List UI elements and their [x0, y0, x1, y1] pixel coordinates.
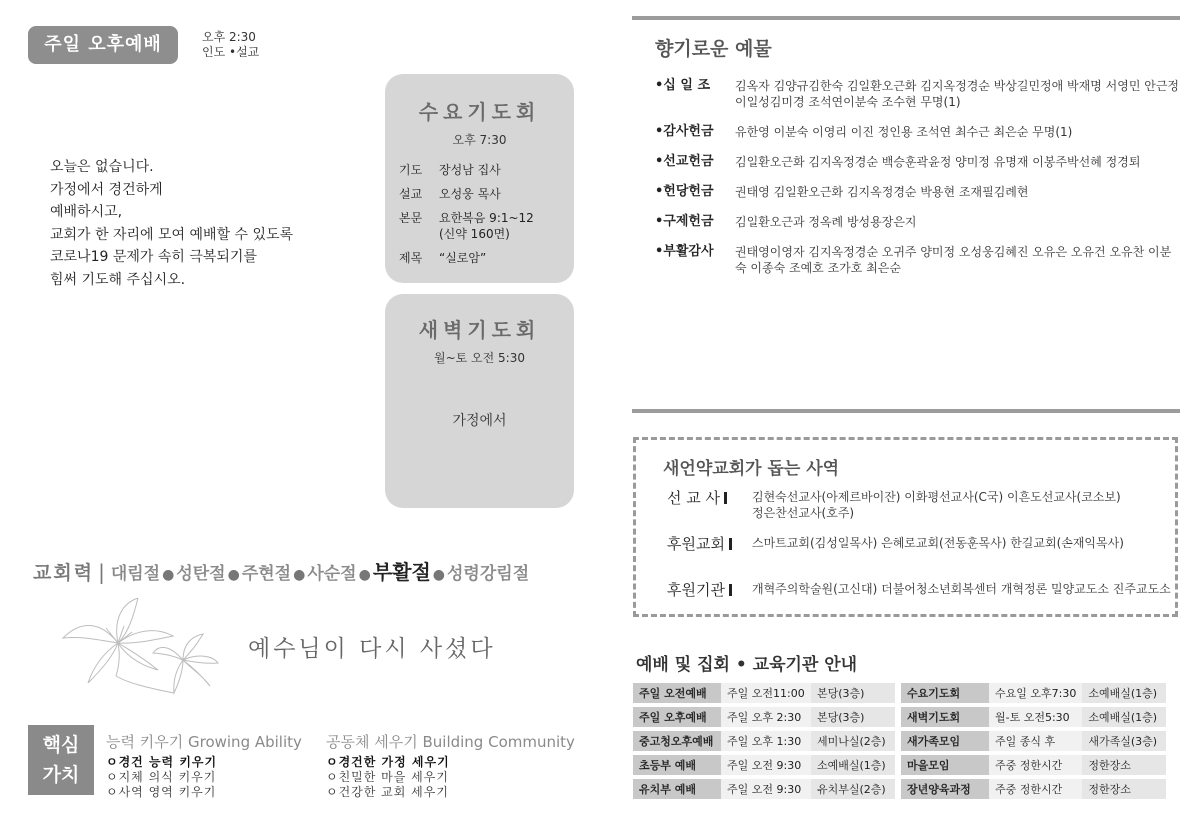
support-value-group: [752, 579, 1171, 600]
schedule-place: 새가족실(3층): [1082, 731, 1166, 751]
schedule-event-name: 마을모임: [901, 755, 989, 775]
offering-row: [655, 78, 1180, 110]
dawn-prayer-time: 월~토 오전 5:30: [434, 351, 525, 365]
core-values-label: [28, 725, 94, 795]
support-type-group: [667, 487, 752, 521]
schedule-time: 주일 오전 9:30: [721, 755, 811, 775]
schedule-place: 유치부실(2층): [811, 779, 895, 799]
sunday-pm-service-info: [202, 30, 259, 60]
easter-message: 예수님이 다시 사셨다: [248, 636, 496, 662]
offering-row: [655, 214, 1180, 230]
schedule-place: 본당(3층): [811, 683, 895, 703]
schedule-event-name: 초등부 예배: [633, 755, 721, 775]
bar-icon: [729, 584, 732, 596]
schedule-place: 소예배실(1층): [1082, 683, 1166, 703]
offerings-title: 향기로운 예물: [655, 38, 772, 60]
support-type: 후원교회: [667, 535, 725, 553]
schedule-place: 본당(3층): [811, 707, 895, 727]
wednesday-row-title: [399, 250, 574, 266]
core-value-item: ㅇ사역 영역 키우기: [106, 785, 217, 799]
bullet-icon: ●: [227, 567, 240, 583]
schedule-place: 세미나실(2층): [811, 731, 895, 751]
schedule-place: 소예배실(1층): [811, 755, 895, 775]
support-type: 선 교 사: [667, 489, 721, 507]
table-row: [633, 707, 1166, 727]
core-value-item: ㅇ친밀한 마을 세우기: [326, 770, 449, 784]
row-key: 본문: [399, 211, 423, 225]
core-values-column-community: [326, 731, 575, 800]
row-value: 오성웅 목사: [439, 187, 501, 201]
row-value: 요한복음 9:1~12: [439, 211, 534, 225]
offering-type: •구제헌금: [655, 214, 714, 229]
calendar-item: 성령강림절: [447, 564, 530, 584]
wednesday-row-prayer: [399, 162, 574, 178]
schedule-event-name: 주일 오전예배: [633, 683, 721, 703]
lily-illustration-icon: [58, 598, 228, 698]
core-value-item: ㅇ경건한 가정 세우기: [326, 755, 450, 769]
wednesday-row-text: [399, 210, 574, 242]
schedule-time: 주중 정한시간: [989, 755, 1082, 775]
calendar-divider: |: [98, 560, 105, 584]
schedule-event-name: 중고청오후예배: [633, 731, 721, 751]
schedule-place: 정한장소: [1082, 755, 1166, 775]
offering-names: 권태영이영자 김지옥정경순 오귀주 양미정 오성웅김혜진 오유은 오유건 오유찬 이분숙 이종숙 조예호 조가호 최은순: [735, 245, 1172, 275]
schedule-time: 주일 오후 2:30: [721, 707, 811, 727]
wednesday-prayer-time: 오후 7:30: [452, 133, 507, 147]
schedule-event-name: 새벽기도회: [901, 707, 989, 727]
sunday-pm-service-badge: 주일 오후예배: [28, 26, 178, 64]
calendar-item: 사순절: [307, 564, 357, 584]
row-value: “실로암”: [439, 251, 487, 265]
core-values-label-line: 핵심: [42, 734, 80, 756]
core-values-heading: 공동체 세우기 Building Community: [326, 733, 575, 751]
core-values-label-line: 가치: [42, 764, 80, 786]
calendar-item-current: 부활절: [372, 560, 431, 584]
message-line: 코로나19 문제가 속히 극복되기를: [50, 249, 257, 265]
schedule-time: 주중 정한시간: [989, 779, 1082, 799]
schedule-place: 소예배실(1층): [1082, 707, 1166, 727]
support-type-group: [667, 533, 752, 554]
support-names: 김현숙선교사(아제르바이잔) 이화평선교사(C국) 이흔도선교사(코소보): [752, 490, 1121, 504]
row-value: 장성남 집사: [439, 163, 501, 177]
schedule-event-name: 주일 오후예배: [633, 707, 721, 727]
schedule-time: 주일 오전 9:30: [721, 779, 811, 799]
message-line: 예배하시고,: [50, 204, 123, 220]
offering-names: 김옥자 김양규김한숙 김일환오근화 김지옥정경순 박상길민정애 박재명 서영민 안근정 이일성김미경 조석연이분숙 조수현 무명(1): [735, 79, 1180, 109]
support-row: [667, 579, 1171, 600]
calendar-item: 대림절: [110, 564, 161, 584]
support-type-group: [667, 579, 752, 600]
calendar-item: 주현절: [241, 564, 292, 584]
support-row: [667, 533, 1124, 554]
schedule-time: 주일 종식 후: [989, 731, 1082, 751]
bar-icon: [724, 492, 727, 504]
core-value-item: ㅇ지체 의식 키우기: [106, 770, 217, 784]
row-key: 기도: [399, 163, 423, 177]
sunday-pm-lead: 인도 •설교: [202, 45, 260, 59]
support-names: 스마트교회(김성일목사) 은혜로교회(전동훈목사) 한길교회(손재익목사): [752, 536, 1124, 550]
message-line: 교회가 한 자리에 모여 예배할 수 있도록: [50, 226, 294, 243]
offering-type: •헌당헌금: [655, 184, 714, 199]
schedule-place: 정한장소: [1082, 779, 1166, 799]
bullet-icon: ●: [162, 567, 175, 583]
schedule-time: 주일 오후 1:30: [721, 731, 811, 751]
dawn-prayer-card: [385, 294, 574, 508]
offering-names: 김일환오근과 정옥례 방성용장은지: [735, 215, 917, 229]
offering-row: [655, 244, 1180, 276]
church-calendar: [33, 556, 529, 585]
table-row: [633, 683, 1166, 703]
schedule-event-name: 유치부 예배: [633, 779, 721, 799]
dawn-prayer-title: 새벽기도회: [418, 318, 541, 342]
dawn-prayer-note: 가정에서: [452, 413, 507, 429]
wednesday-row-sermon: [399, 186, 574, 202]
offering-names: 유한영 이분숙 이영리 이진 정인용 조석연 최수근 최은순 무명(1): [735, 125, 1073, 139]
core-values-heading: 능력 키우기 Growing Ability: [106, 733, 302, 751]
row-value-group: [427, 210, 534, 242]
support-value-group: [752, 487, 1121, 521]
support-type: 후원기관: [667, 581, 725, 599]
row-value-sub: (신약 160면): [439, 227, 510, 241]
support-row: [667, 487, 1121, 521]
message-line: 힘써 기도해 주십시오.: [50, 271, 186, 288]
offering-row: [655, 184, 1180, 200]
core-value-item: ㅇ경건 능력 키우기: [106, 755, 218, 769]
offering-row: [655, 124, 1180, 140]
schedule-event-name: 장년양육과정: [901, 779, 989, 799]
message-line: 오늘은 없습니다.: [50, 159, 154, 175]
schedule-time: 주일 오전11:00: [721, 683, 811, 703]
calendar-title: 교회력: [33, 562, 95, 584]
offering-row: [655, 154, 1180, 170]
schedule-event-name: 새가족모임: [901, 731, 989, 751]
bullet-icon: ●: [358, 567, 371, 583]
offering-names: 김일환오근화 김지옥정경순 백승훈곽윤정 양미정 유명재 이봉주박선혜 정경퇴: [735, 155, 1141, 169]
offering-type: •선교헌금: [655, 154, 714, 169]
support-names: 정은찬선교사(호주): [752, 506, 855, 520]
schedule-time: 월-토 오전5:30: [989, 707, 1082, 727]
offering-type: •십 일 조: [655, 78, 711, 93]
offering-type: •감사헌금: [655, 124, 714, 139]
support-names: 개혁주의학술원(고신대) 더불어청소년회복센터 개혁정론 밀양교도소 진주교도소: [752, 582, 1171, 596]
section-divider: [632, 409, 1180, 413]
schedule-event-name: 수요기도회: [901, 683, 989, 703]
bullet-icon: ●: [432, 567, 445, 583]
offerings-list: [655, 78, 1180, 290]
calendar-item: 성탄절: [176, 564, 226, 584]
bar-icon: [729, 538, 732, 550]
support-value-group: [752, 533, 1124, 554]
schedule-title: 예배 및 집회 • 교육기관 안내: [636, 655, 858, 675]
schedule-time: 수요일 오후7:30: [989, 683, 1082, 703]
message-line: 가정에서 경건하게: [50, 181, 163, 198]
bullet-icon: ●: [293, 567, 306, 583]
core-value-item: ㅇ건강한 교회 세우기: [326, 785, 449, 799]
sunday-pm-time: 오후 2:30: [202, 30, 256, 44]
row-key: 설교: [399, 187, 423, 201]
sunday-pm-message: [50, 156, 293, 291]
support-title: 새언약교회가 돕는 사역: [663, 459, 840, 479]
offering-names: 권태영 김일환오근화 김지옥정경순 박용현 조재필김례현: [735, 185, 1029, 199]
row-key: 제목: [399, 251, 423, 265]
table-row: [633, 731, 1166, 751]
table-row: [633, 755, 1166, 775]
core-values-column-ability: [106, 731, 302, 800]
schedule-table: [633, 679, 1166, 803]
wednesday-prayer-card: [385, 74, 574, 283]
section-divider: [632, 16, 1180, 20]
offering-type: •부활감사: [655, 244, 714, 259]
table-row: [633, 779, 1166, 799]
wednesday-prayer-title: 수요기도회: [418, 100, 541, 124]
